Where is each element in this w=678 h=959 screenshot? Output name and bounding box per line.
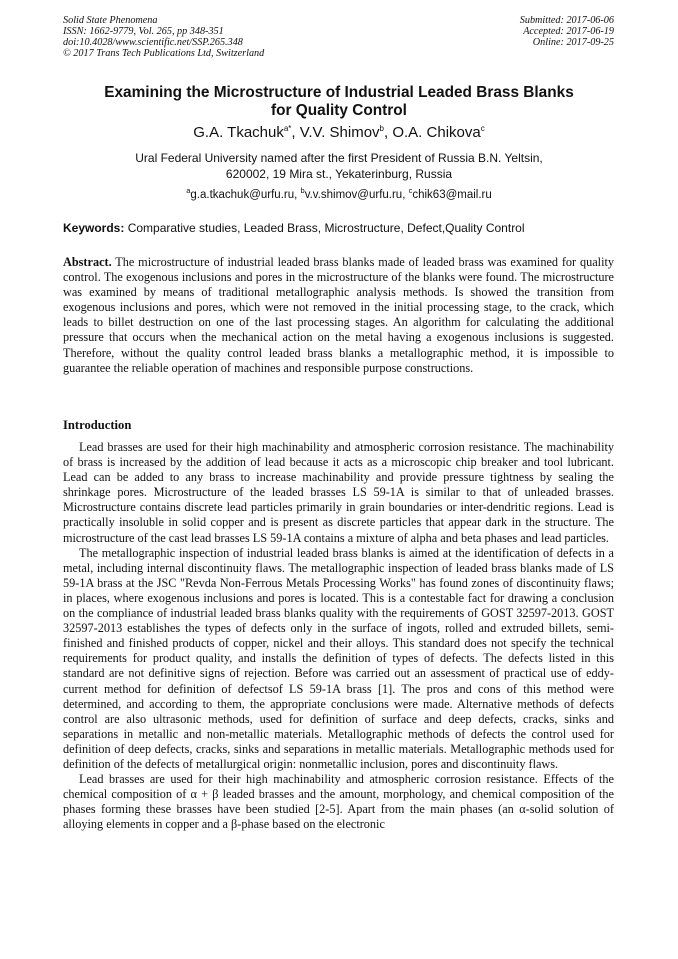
author-list xyxy=(60,124,618,141)
author xyxy=(392,124,484,141)
author xyxy=(193,124,300,141)
title-line-1: Examining the Microstructure of Industrial Leaded Brass Blanks xyxy=(104,84,574,101)
body-paragraph: Lead brasses are used for their high machinability and atmospheric corrosion resistance. The machinability of brass is increased by the addition of lead because it acts as a microscopic chip breaker and tool lubricant. Lead can be added to any brass to increase machinability and provide pressure tightness by sealing the shrinkage pores. Microstructure of the leaded brasses LS 59-1A is similar to that of unleaded brasses. Microstructure contains discrete lead particles primarily in grain boundaries or inter-dendritic regions. Lead is practically insoluble in solid copper and is present as discrete particles that appear dark in the structure. The microstructure of the cast lead brasses LS 59-1A contains a mixture of alpha and beta phases and lead particles. xyxy=(63,440,614,545)
author-name: G.A. Tkachuk xyxy=(193,124,284,141)
author-separator: , xyxy=(384,124,393,141)
copyright-line: © 2017 Trans Tech Publications Ltd, Switzerland xyxy=(63,48,265,59)
submitted-date: Submitted: 2017-06-06 xyxy=(519,15,614,26)
author-name: O.A. Chikova xyxy=(392,124,481,141)
online-date: Online: 2017-09-25 xyxy=(532,37,614,48)
email-mark: a xyxy=(186,186,191,195)
affiliation-line-1: Ural Federal University named after the first President of Russia B.N. Yeltsin, xyxy=(135,151,543,165)
keywords-text: Comparative studies, Leaded Brass, Microstructure, Defect,Quality Control xyxy=(124,221,525,235)
author-affil-mark: c xyxy=(480,124,485,133)
abstract xyxy=(63,255,614,376)
affiliation xyxy=(60,150,618,182)
author-affil-mark: b xyxy=(379,124,384,133)
email-mark: b xyxy=(300,186,305,195)
journal-header xyxy=(63,15,264,59)
abstract-text: The microstructure of industrial leaded brass blanks made of leaded brass was examined for quality control. The exogenous inclusions and pores in the microstructure of the blanks were found. The microstructure was examined by means of traditional metallographic analysis methods. Is showed the transition from exogenous inclusions and pores, which were not removed in the initial processing stage, to the crack, which leads to billet destruction on one of the last processing stages. An algorithm for calculating the additional pressure that occurs when the mechanical action on the metal having a exogenous inclusions is suggested. Therefore, without the quality control leaded brass blanks a metallographic method, it is impossible to guarantee the reliable operation of machines and responsible purpose constructions. xyxy=(63,255,614,375)
issn-line: ISSN: 1662-9779, Vol. 265, pp 348-351 xyxy=(63,26,224,37)
keywords xyxy=(63,221,615,235)
email-address[interactable]: chik63@mail.ru xyxy=(412,188,492,201)
title-line-2: for Quality Control xyxy=(271,102,407,119)
introduction-body xyxy=(63,440,614,832)
abstract-label: Abstract. xyxy=(63,255,112,269)
dates-header xyxy=(520,15,614,48)
author-name: V.V. Shimov xyxy=(299,124,380,141)
doi-line: doi:10.4028/www.scientific.net/SSP.265.348 xyxy=(63,37,243,48)
author-separator: , xyxy=(291,124,300,141)
section-heading-introduction: Introduction xyxy=(63,418,132,432)
affiliation-line-2: 620002, 19 Mira st., Yekaterinburg, Russia xyxy=(225,167,453,181)
email-mark: c xyxy=(408,186,413,195)
author-emails xyxy=(60,186,618,201)
email-address[interactable]: v.v.shimov@urfu.ru, xyxy=(304,188,409,201)
paper-title xyxy=(60,84,618,120)
body-paragraph: The metallographic inspection of industrial leaded brass blanks is aimed at the identification of defects in a metal, including internal discontinuity flaws. The metallographic inspection of leaded brass blanks made of LS 59-1A brass at the JSC "Revda Non-Ferrous Metals Processing Works" has found zones of discontinuity flaws; in places, where exogenous inclusions and pores is located. This is a contestable fact for drawing a conclusion on the compliance of industrial leaded brass blanks quality with the requirements of GOST 32597-2013. GOST 32597-2013 establishes the types of defects only in the surface of ingots, rolled and extruded billets, semi-finished and finished products of copper, nickel and their alloys. This standard does not specify the technical requirements for product quality, and installs the definition of types of defects. The defects listed in this standard are not definitive signs of rejection. Before was carried out an assessment of practical use of eddy-current method for definition of defectsof LS 59-1A brass [1]. The pros and cons of this method were determined, and according to them, the appropriate conclusions were made. Alternative methods of defects control are also ultrasonic methods, used for definition of surface and deep defects, cracks, sinks and separations in metallic and non-metallic materials. Metallographic methods of defects the control used for definition of deep defects, cracks, sinks and separations in metallic materials. Metallographic methods used for definition of the defects of metallurgical origin: nonmetallic inclusion, pores and discontinuity flaws. xyxy=(63,545,614,771)
journal-name: Solid State Phenomena xyxy=(63,15,158,26)
author-affil-mark: a* xyxy=(283,124,292,133)
email-address[interactable]: g.a.tkachuk@urfu.ru, xyxy=(190,188,301,201)
author xyxy=(300,124,393,141)
keywords-label: Keywords: xyxy=(63,221,125,235)
accepted-date: Accepted: 2017-06-19 xyxy=(523,26,614,37)
body-paragraph: Lead brasses are used for their high machinability and atmospheric corrosion resistance. Effects of the chemical composition of α + β leaded brasses and the amount, morphology, and chemical composition of the phases forming these brasses have been studied [2-5]. Apart from the main phases (an α-solid solution of alloying elements in copper and a β-phase based on the electronic xyxy=(63,772,614,832)
